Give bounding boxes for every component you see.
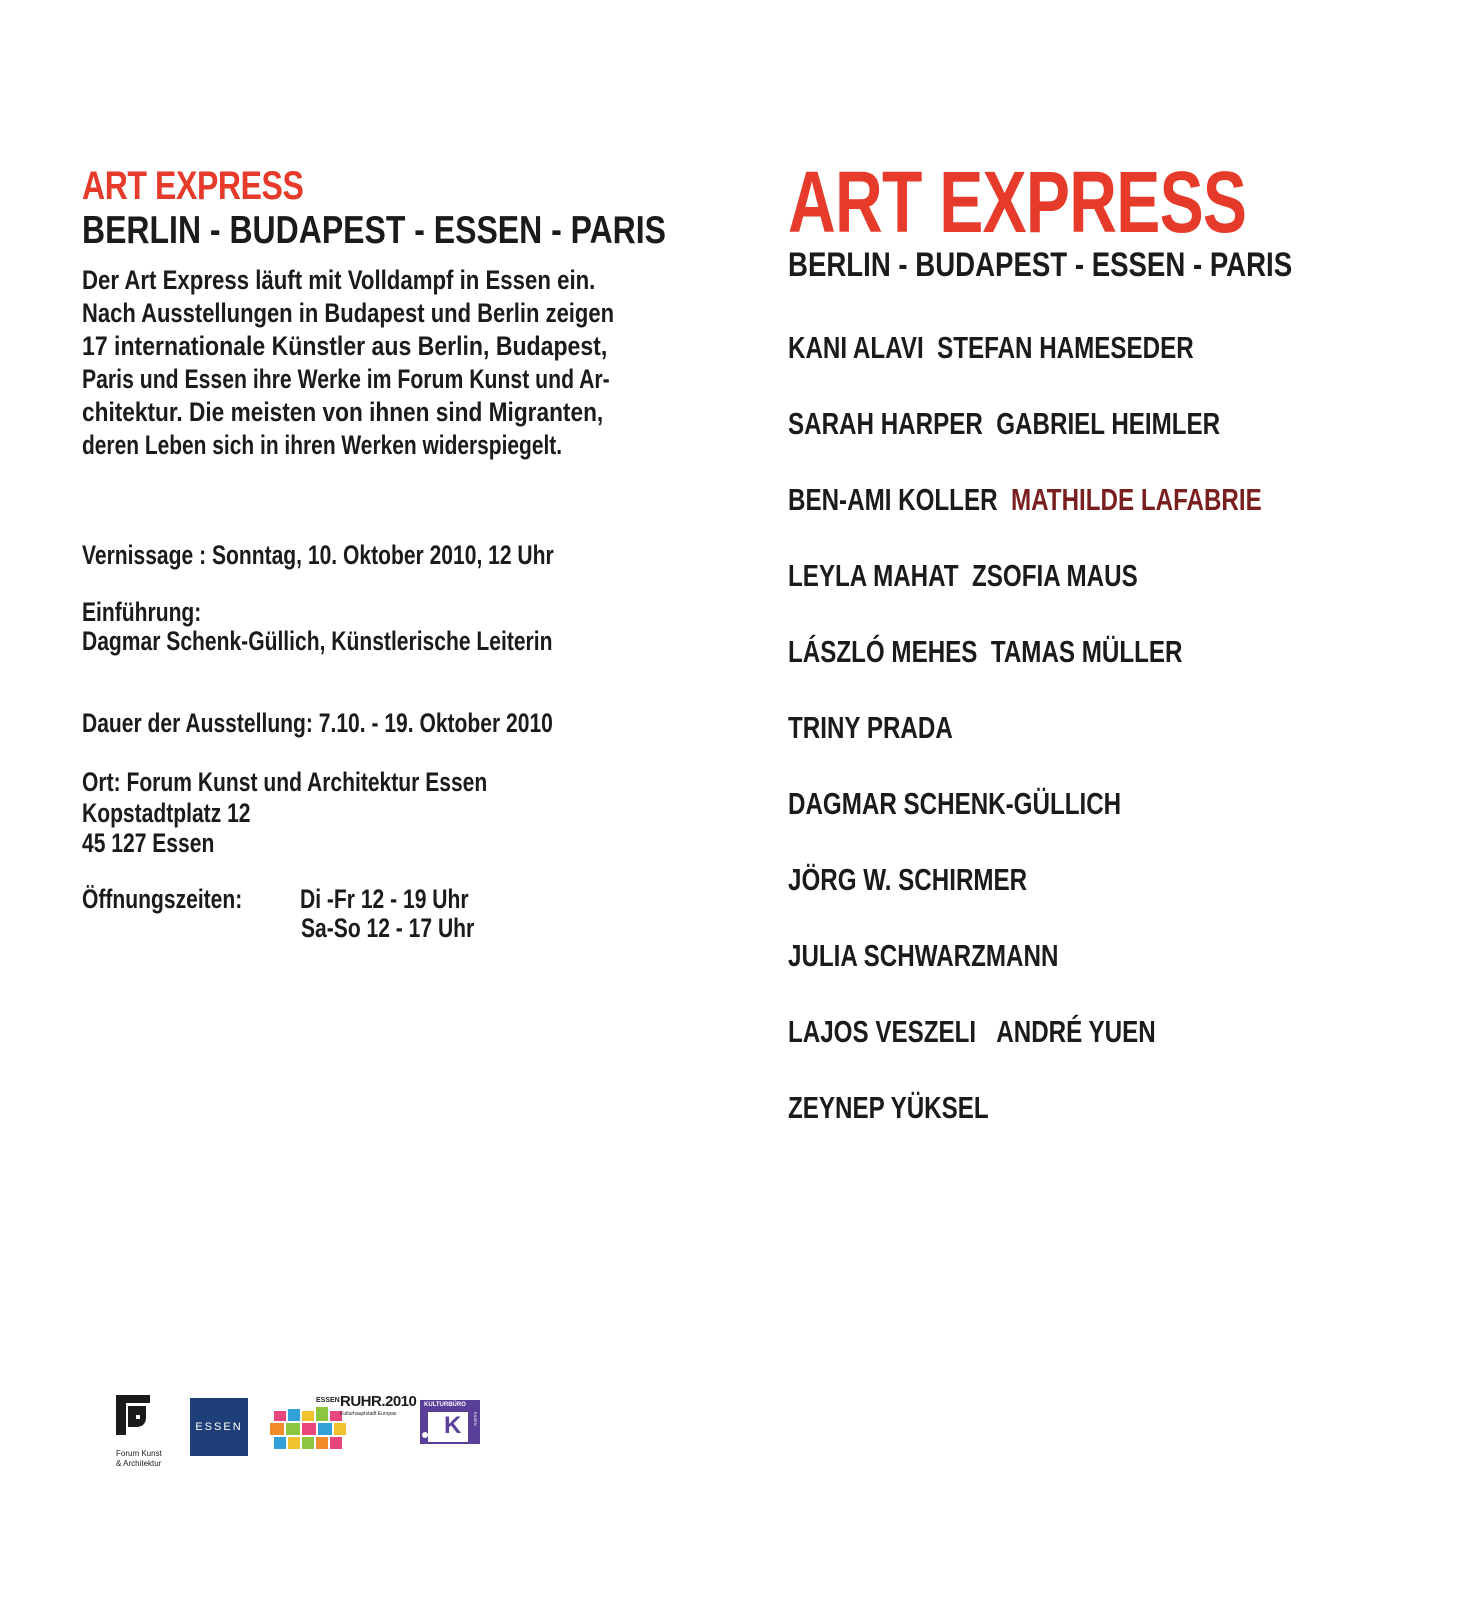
- right-cities: BERLIN - BUDAPEST - ESSEN - PARIS: [788, 246, 1293, 284]
- einfuehrung-info: [82, 598, 685, 656]
- artist-row: [788, 786, 1215, 822]
- ruhr-mosaic-icon: [270, 1405, 350, 1455]
- left-cities: BERLIN - BUDAPEST - ESSEN - PARIS: [82, 209, 666, 252]
- ort-line: Kopstadtplatz 12: [82, 797, 251, 828]
- artist-name: ZEYNEP YÜKSEL: [788, 1090, 989, 1125]
- artist-name-highlighted: MATHILDE LAFABRIE: [1010, 482, 1262, 517]
- intro-paragraph: [82, 264, 692, 462]
- kulturbuero-logo-side-text: ESSEN: [473, 1412, 478, 1426]
- artist-row: [788, 710, 999, 746]
- ruhr-2010-logo: [270, 1393, 417, 1455]
- einfuehrung-value: Dagmar Schenk-Güllich, Künstlerische Leiterin: [82, 626, 553, 656]
- artist-row: [788, 330, 1308, 366]
- artist-name: KANI ALAVI: [788, 330, 924, 365]
- artist-row: [788, 482, 1395, 518]
- vernissage-info: Vernissage : Sonntag, 10. Oktober 2010, 12 Uhr: [82, 540, 554, 570]
- artist-row: [788, 862, 1095, 898]
- paragraph-line: Der Art Express läuft mit Volldampf in Essen ein.: [82, 265, 596, 295]
- artist-name: LAJOS VESZELI: [788, 1014, 977, 1049]
- artist-row: [788, 1014, 1259, 1050]
- artist-name: JULIA SCHWARZMANN: [788, 938, 1059, 973]
- artist-name: ZSOFIA MAUS: [972, 558, 1138, 593]
- ruhr-logo-small-text: ESSEN: [316, 1397, 340, 1404]
- artist-row: [788, 406, 1342, 442]
- forum-logo-text: & Architektur: [116, 1459, 162, 1468]
- essen-logo: [190, 1398, 248, 1456]
- artist-name: STEFAN HAMESEDER: [937, 330, 1194, 365]
- ort-line: Ort: Forum Kunst und Architektur Essen: [82, 767, 488, 797]
- artist-name: BEN-AMI KOLLER: [788, 482, 998, 517]
- oeffnungszeiten-info: [82, 884, 475, 943]
- artist-name: TAMAS MÜLLER: [990, 634, 1183, 669]
- artist-name: SARAH HARPER: [788, 406, 983, 441]
- kulturbuero-logo: [420, 1400, 480, 1444]
- paragraph-line: Paris und Essen ihre Werke im Forum Kunst und Ar-: [82, 364, 610, 394]
- artist-row: [788, 558, 1236, 594]
- paragraph-line: chitektur. Die meisten von ihnen sind Migranten,: [82, 397, 604, 427]
- dauer-info: Dauer der Ausstellung: 7.10. - 19. Oktober 2010: [82, 708, 553, 738]
- artist-row: [788, 938, 1135, 974]
- artist-name: TRINY PRADA: [788, 710, 953, 745]
- artist-name: JÖRG W. SCHIRMER: [788, 862, 1028, 897]
- artist-row: [788, 1090, 1045, 1126]
- einfuehrung-label: Einführung:: [82, 597, 202, 627]
- essen-logo-text: ESSEN: [195, 1421, 243, 1433]
- kulturbuero-dot-icon: [422, 1432, 428, 1438]
- oeffnung-weekend: Sa-So 12 - 17 Uhr: [301, 913, 475, 943]
- artist-name: LÁSZLÓ MEHES: [788, 634, 978, 669]
- artist-name: LEYLA MAHAT: [788, 558, 959, 593]
- oeffnung-label: Öffnungszeiten:: [82, 884, 243, 914]
- ruhr-logo-subtitle: Kulturhauptstadt Europas: [340, 1411, 397, 1417]
- artist-name: ANDRÉ YUEN: [996, 1014, 1156, 1049]
- ruhr-logo-title: RUHR.2010: [340, 1393, 417, 1410]
- oeffnung-weekday: Di -Fr 12 - 19 Uhr: [300, 884, 469, 914]
- paragraph-line: deren Leben sich in ihren Werken widerspiegelt.: [82, 430, 563, 460]
- artist-row: [788, 634, 1294, 670]
- artist-name: DAGMAR SCHENK-GÜLLICH: [788, 786, 1122, 821]
- kulturbuero-logo-text: KULTURBÜRO: [424, 1402, 466, 1408]
- left-title: ART EXPRESS: [82, 164, 304, 208]
- artist-name: GABRIEL HEIMLER: [996, 406, 1221, 441]
- paragraph-line: 17 internationale Künstler aus Berlin, Budapest,: [82, 331, 608, 361]
- ort-info: [82, 767, 602, 859]
- forum-logo-text: Forum Kunst: [116, 1449, 162, 1458]
- paragraph-line: Nach Ausstellungen in Budapest und Berlin zeigen: [82, 298, 615, 328]
- forum-f-icon: [114, 1393, 154, 1437]
- forum-kunst-logo: [114, 1393, 184, 1473]
- right-title: ART EXPRESS: [788, 154, 1247, 251]
- kulturbuero-letter: K: [444, 1412, 462, 1439]
- ort-line: 45 127 Essen: [82, 828, 215, 858]
